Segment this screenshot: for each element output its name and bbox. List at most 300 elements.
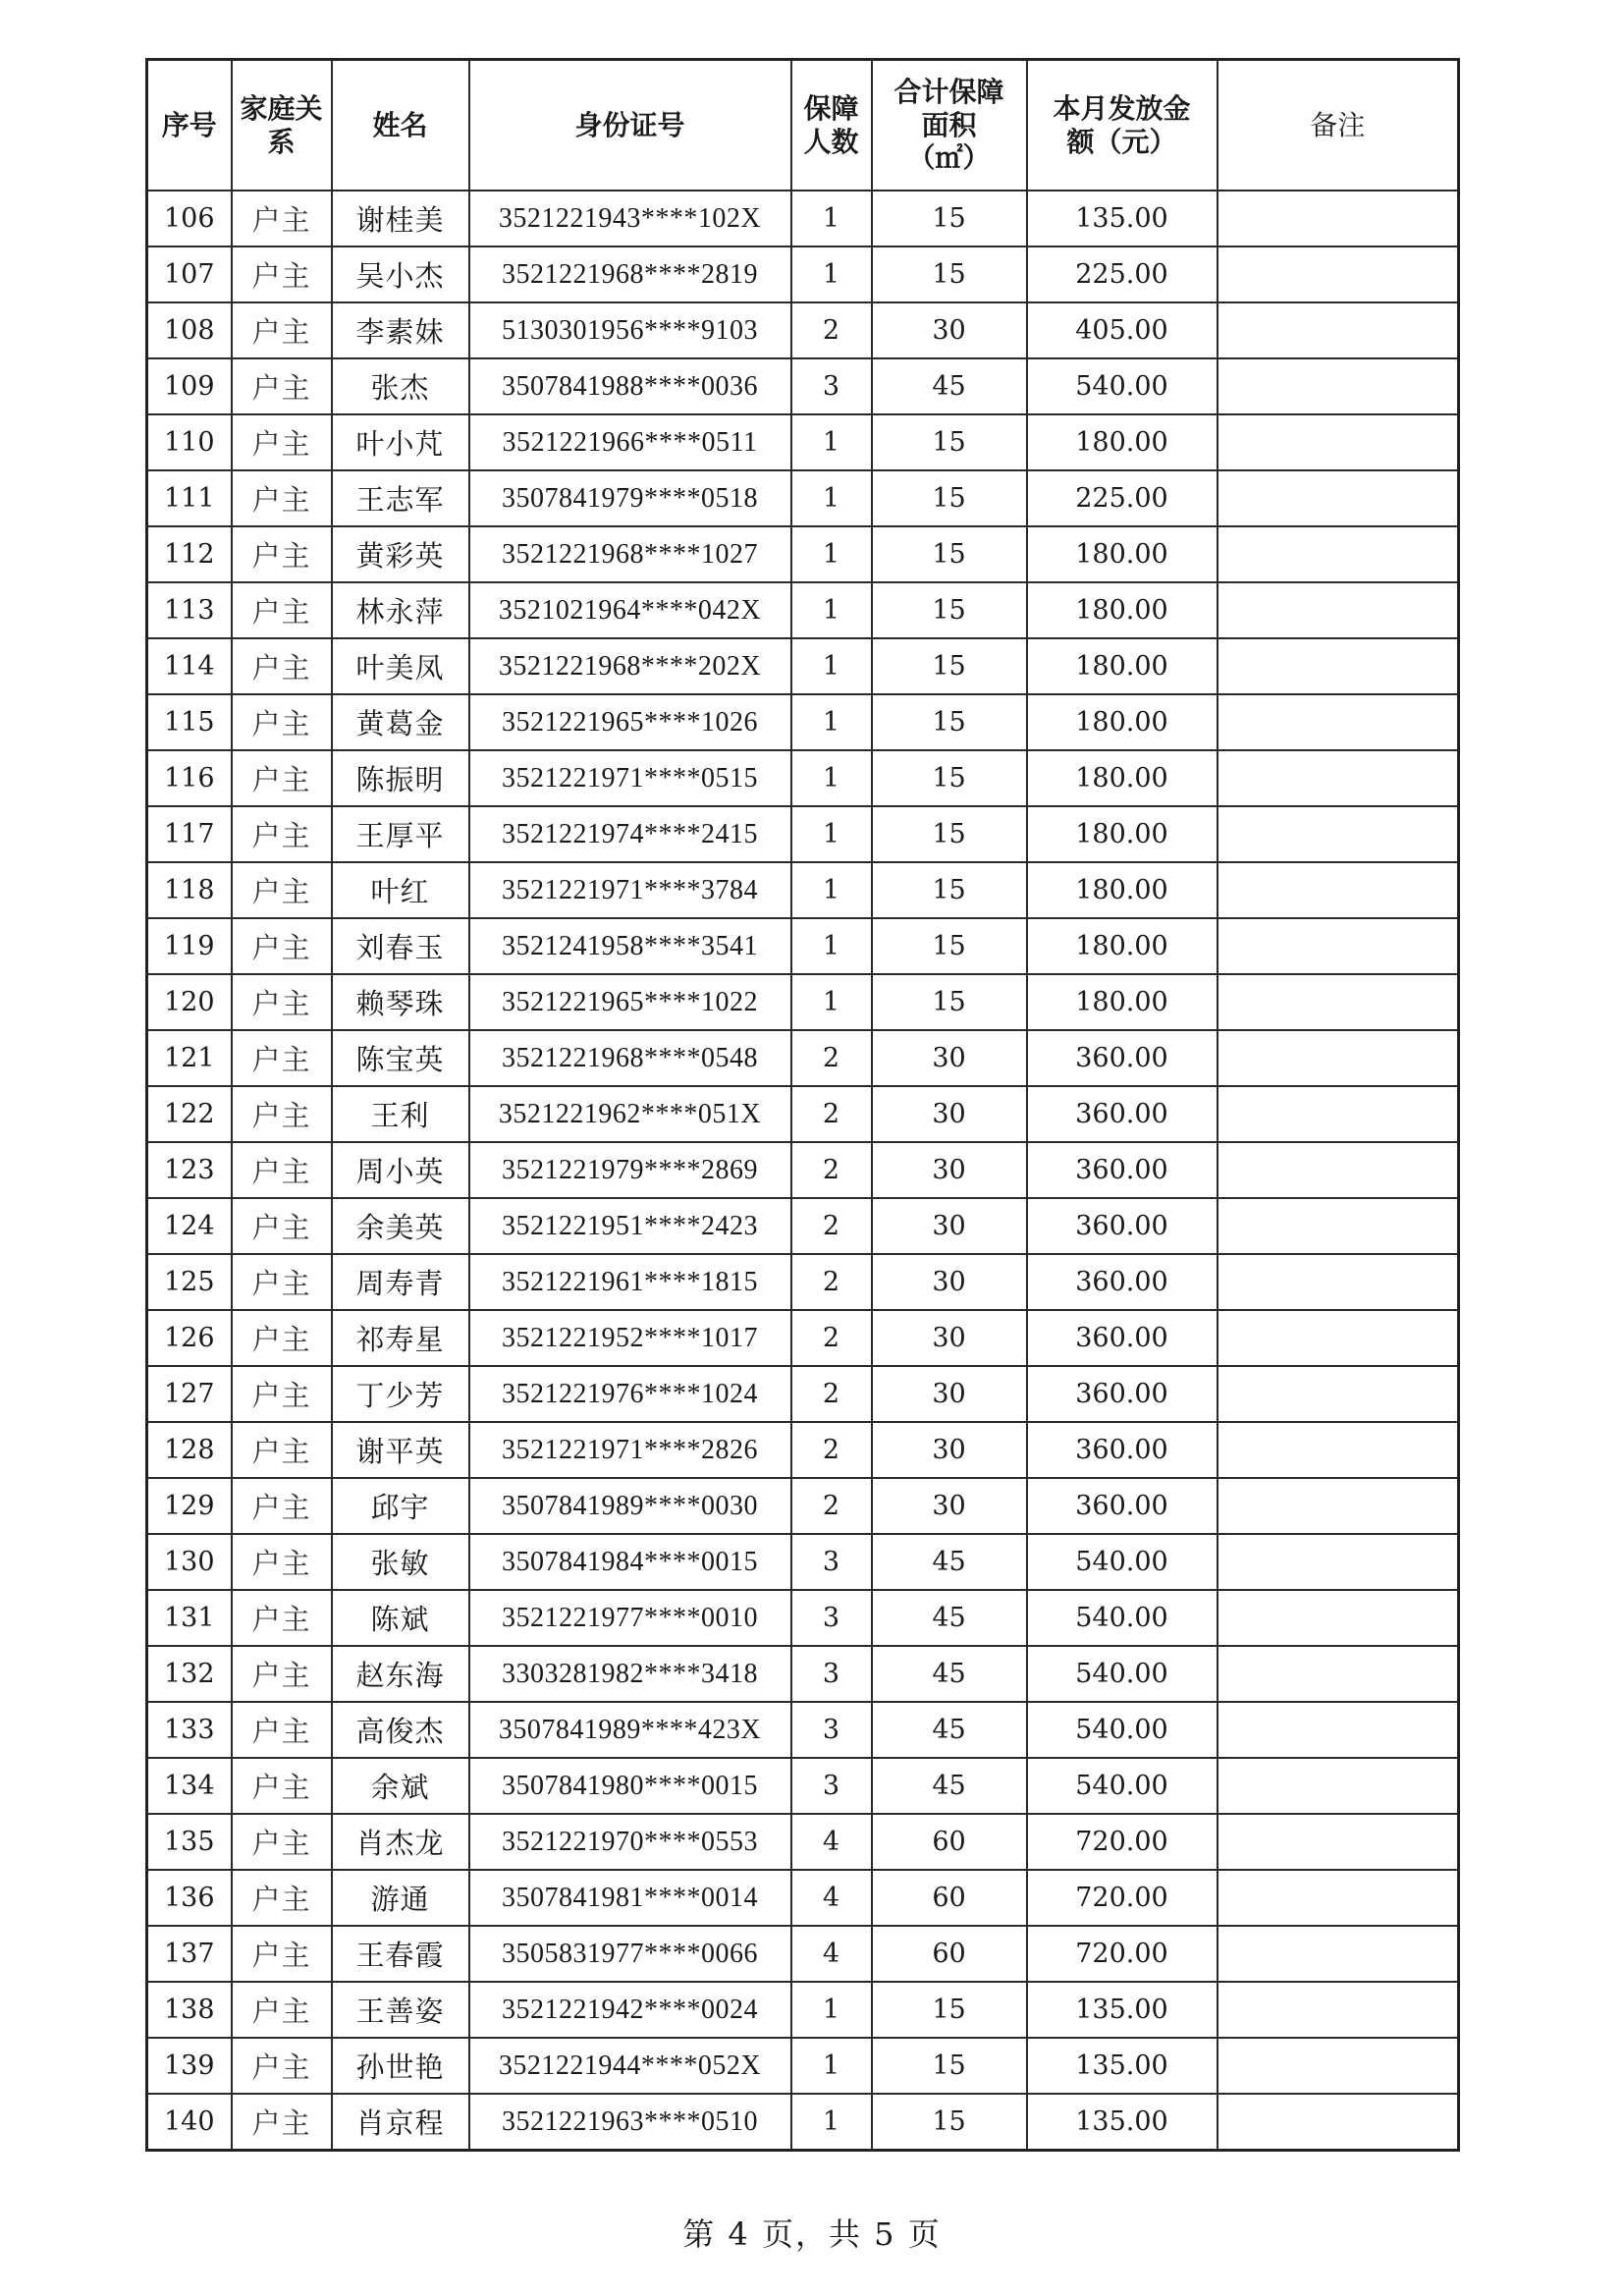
amount-cell: 180.00 (1027, 862, 1218, 918)
persons-cell: 1 (791, 191, 872, 246)
id-number-cell: 3521221962****051X (469, 1086, 791, 1142)
id-number-cell: 3521221979****2869 (469, 1142, 791, 1198)
name-cell: 赖琴珠 (332, 974, 469, 1030)
remark-cell (1218, 974, 1459, 1030)
amount-cell: 360.00 (1027, 1198, 1218, 1254)
name-cell: 王厚平 (332, 806, 469, 862)
amount-cell: 360.00 (1027, 1478, 1218, 1534)
name-cell: 刘春玉 (332, 918, 469, 974)
name-cell: 余斌 (332, 1758, 469, 1814)
header-id-number: 身份证号 (469, 60, 791, 191)
relation-cell: 户主 (232, 582, 332, 638)
remark-cell (1218, 750, 1459, 806)
seq-cell: 128 (147, 1422, 232, 1478)
relation-cell: 户主 (232, 414, 332, 470)
persons-cell: 2 (791, 1254, 872, 1310)
amount-cell: 180.00 (1027, 414, 1218, 470)
remark-cell (1218, 638, 1459, 694)
table-row (147, 2094, 1459, 2151)
remark-cell (1218, 526, 1459, 582)
name-cell: 余美英 (332, 1198, 469, 1254)
table-row (147, 470, 1459, 526)
id-number-cell: 3521221968****202X (469, 638, 791, 694)
seq-cell: 129 (147, 1478, 232, 1534)
amount-cell: 360.00 (1027, 1086, 1218, 1142)
area-cell: 15 (872, 2038, 1027, 2094)
remark-cell (1218, 1646, 1459, 1702)
seq-cell: 107 (147, 246, 232, 302)
area-cell: 60 (872, 1870, 1027, 1926)
persons-cell: 1 (791, 750, 872, 806)
persons-cell: 2 (791, 1030, 872, 1086)
id-number-cell: 3507841989****0030 (469, 1478, 791, 1534)
amount-cell: 180.00 (1027, 918, 1218, 974)
table-row (147, 1422, 1459, 1478)
name-cell: 吴小杰 (332, 246, 469, 302)
persons-cell: 1 (791, 2094, 872, 2151)
persons-cell: 4 (791, 1814, 872, 1870)
seq-cell: 134 (147, 1758, 232, 1814)
id-number-cell: 3521021964****042X (469, 582, 791, 638)
table-row (147, 750, 1459, 806)
area-cell: 45 (872, 1646, 1027, 1702)
id-number-cell: 3521221971****3784 (469, 862, 791, 918)
remark-cell (1218, 1366, 1459, 1422)
persons-cell: 1 (791, 638, 872, 694)
name-cell: 李素妹 (332, 302, 469, 358)
area-cell: 15 (872, 191, 1027, 246)
area-cell: 30 (872, 1310, 1027, 1366)
persons-cell: 1 (791, 526, 872, 582)
relation-cell: 户主 (232, 1366, 332, 1422)
header-seq: 序号 (147, 60, 232, 191)
seq-cell: 121 (147, 1030, 232, 1086)
seq-cell: 115 (147, 694, 232, 750)
header-persons: 保障人数 (791, 60, 872, 191)
table-row (147, 1534, 1459, 1590)
relation-cell: 户主 (232, 470, 332, 526)
amount-cell: 180.00 (1027, 694, 1218, 750)
id-number-cell: 3521221977****0010 (469, 1590, 791, 1646)
table-row (147, 1758, 1459, 1814)
seq-cell: 122 (147, 1086, 232, 1142)
relation-cell: 户主 (232, 1254, 332, 1310)
seq-cell: 133 (147, 1702, 232, 1758)
relation-cell: 户主 (232, 918, 332, 974)
area-cell: 15 (872, 918, 1027, 974)
persons-cell: 4 (791, 1870, 872, 1926)
id-number-cell: 3521221942****0024 (469, 1982, 791, 2038)
seq-cell: 117 (147, 806, 232, 862)
relation-cell: 户主 (232, 1814, 332, 1870)
amount-cell: 360.00 (1027, 1366, 1218, 1422)
amount-cell: 180.00 (1027, 806, 1218, 862)
persons-cell: 2 (791, 1478, 872, 1534)
area-cell: 30 (872, 1142, 1027, 1198)
area-cell: 15 (872, 806, 1027, 862)
seq-cell: 111 (147, 470, 232, 526)
seq-cell: 139 (147, 2038, 232, 2094)
relation-cell: 户主 (232, 1422, 332, 1478)
relation-cell: 户主 (232, 1142, 332, 1198)
name-cell: 叶红 (332, 862, 469, 918)
seq-cell: 136 (147, 1870, 232, 1926)
seq-cell: 114 (147, 638, 232, 694)
table-row (147, 246, 1459, 302)
relation-cell: 户主 (232, 1478, 332, 1534)
id-number-cell: 3521221943****102X (469, 191, 791, 246)
relation-cell: 户主 (232, 302, 332, 358)
name-cell: 陈宝英 (332, 1030, 469, 1086)
area-cell: 15 (872, 414, 1027, 470)
table-row (147, 526, 1459, 582)
area-cell: 45 (872, 1702, 1027, 1758)
seq-cell: 135 (147, 1814, 232, 1870)
relation-cell: 户主 (232, 974, 332, 1030)
id-number-cell: 3521221974****2415 (469, 806, 791, 862)
table-row (147, 1478, 1459, 1534)
id-number-cell: 3521221968****1027 (469, 526, 791, 582)
name-cell: 陈振明 (332, 750, 469, 806)
amount-cell: 135.00 (1027, 2094, 1218, 2151)
name-cell: 叶小芃 (332, 414, 469, 470)
table-row (147, 918, 1459, 974)
header-relation: 家庭关系 (232, 60, 332, 191)
name-cell: 张杰 (332, 358, 469, 414)
remark-cell (1218, 1590, 1459, 1646)
seq-cell: 106 (147, 191, 232, 246)
id-number-cell: 3521221952****1017 (469, 1310, 791, 1366)
name-cell: 黄彩英 (332, 526, 469, 582)
relation-cell: 户主 (232, 1030, 332, 1086)
relation-cell: 户主 (232, 1198, 332, 1254)
id-number-cell: 3521221971****0515 (469, 750, 791, 806)
seq-cell: 120 (147, 974, 232, 1030)
persons-cell: 1 (791, 2038, 872, 2094)
name-cell: 王志军 (332, 470, 469, 526)
relation-cell: 户主 (232, 1310, 332, 1366)
id-number-cell: 3521221966****0511 (469, 414, 791, 470)
seq-cell: 138 (147, 1982, 232, 2038)
id-number-cell: 3507841989****423X (469, 1702, 791, 1758)
persons-cell: 1 (791, 414, 872, 470)
remark-cell (1218, 1142, 1459, 1198)
persons-cell: 1 (791, 974, 872, 1030)
table-row (147, 302, 1459, 358)
id-number-cell: 3521221965****1022 (469, 974, 791, 1030)
name-cell: 林永萍 (332, 582, 469, 638)
persons-cell: 2 (791, 302, 872, 358)
table-row (147, 694, 1459, 750)
area-cell: 30 (872, 1254, 1027, 1310)
persons-cell: 1 (791, 694, 872, 750)
persons-cell: 2 (791, 1310, 872, 1366)
area-cell: 30 (872, 1478, 1027, 1534)
table-row (147, 1702, 1459, 1758)
table-row (147, 638, 1459, 694)
seq-cell: 113 (147, 582, 232, 638)
relation-cell: 户主 (232, 694, 332, 750)
remark-cell (1218, 1198, 1459, 1254)
remark-cell (1218, 1926, 1459, 1982)
amount-cell: 720.00 (1027, 1926, 1218, 1982)
seq-cell: 131 (147, 1590, 232, 1646)
persons-cell: 3 (791, 1758, 872, 1814)
persons-cell: 1 (791, 862, 872, 918)
persons-cell: 2 (791, 1086, 872, 1142)
id-number-cell: 3521221965****1026 (469, 694, 791, 750)
seq-cell: 126 (147, 1310, 232, 1366)
persons-cell: 3 (791, 1534, 872, 1590)
remark-cell (1218, 694, 1459, 750)
name-cell: 周小英 (332, 1142, 469, 1198)
table-body (147, 191, 1459, 2151)
table-row (147, 1814, 1459, 1870)
table-row (147, 1646, 1459, 1702)
persons-cell: 1 (791, 470, 872, 526)
name-cell: 王善姿 (332, 1982, 469, 2038)
relation-cell: 户主 (232, 1702, 332, 1758)
area-cell: 60 (872, 1814, 1027, 1870)
id-number-cell: 3507841981****0014 (469, 1870, 791, 1926)
header-row (147, 60, 1459, 191)
amount-cell: 225.00 (1027, 470, 1218, 526)
name-cell: 祁寿星 (332, 1310, 469, 1366)
table-row (147, 1310, 1459, 1366)
relation-cell: 户主 (232, 1982, 332, 2038)
name-cell: 周寿青 (332, 1254, 469, 1310)
id-number-cell: 3521221963****0510 (469, 2094, 791, 2151)
area-cell: 30 (872, 1198, 1027, 1254)
area-cell: 15 (872, 862, 1027, 918)
area-cell: 15 (872, 526, 1027, 582)
remark-cell (1218, 1758, 1459, 1814)
remark-cell (1218, 1982, 1459, 2038)
remark-cell (1218, 246, 1459, 302)
table-row (147, 358, 1459, 414)
id-number-cell: 3507841979****0518 (469, 470, 791, 526)
header-area: 合计保障面积（㎡） (872, 60, 1027, 191)
amount-cell: 225.00 (1027, 246, 1218, 302)
remark-cell (1218, 191, 1459, 246)
table-header (147, 60, 1459, 191)
table-row (147, 191, 1459, 246)
relation-cell: 户主 (232, 1086, 332, 1142)
area-cell: 45 (872, 1534, 1027, 1590)
amount-cell: 360.00 (1027, 1422, 1218, 1478)
name-cell: 肖杰龙 (332, 1814, 469, 1870)
remark-cell (1218, 1422, 1459, 1478)
seq-cell: 132 (147, 1646, 232, 1702)
relation-cell: 户主 (232, 1590, 332, 1646)
table-row (147, 974, 1459, 1030)
seq-cell: 110 (147, 414, 232, 470)
area-cell: 15 (872, 974, 1027, 1030)
id-number-cell: 5130301956****9103 (469, 302, 791, 358)
amount-cell: 135.00 (1027, 191, 1218, 246)
persons-cell: 3 (791, 358, 872, 414)
name-cell: 张敏 (332, 1534, 469, 1590)
seq-cell: 116 (147, 750, 232, 806)
id-number-cell: 3521221951****2423 (469, 1198, 791, 1254)
relation-cell: 户主 (232, 246, 332, 302)
remark-cell (1218, 1534, 1459, 1590)
guarantee-roster-table (145, 58, 1460, 2152)
area-cell: 15 (872, 750, 1027, 806)
id-number-cell: 3521241958****3541 (469, 918, 791, 974)
persons-cell: 1 (791, 246, 872, 302)
name-cell: 孙世艳 (332, 2038, 469, 2094)
persons-cell: 1 (791, 806, 872, 862)
relation-cell: 户主 (232, 638, 332, 694)
table-row (147, 806, 1459, 862)
table-row (147, 2038, 1459, 2094)
seq-cell: 127 (147, 1366, 232, 1422)
table-row (147, 1086, 1459, 1142)
seq-cell: 109 (147, 358, 232, 414)
table-row (147, 1198, 1459, 1254)
table-row (147, 1926, 1459, 1982)
area-cell: 30 (872, 1086, 1027, 1142)
name-cell: 王利 (332, 1086, 469, 1142)
area-cell: 30 (872, 1366, 1027, 1422)
persons-cell: 2 (791, 1366, 872, 1422)
remark-cell (1218, 1254, 1459, 1310)
remark-cell (1218, 1478, 1459, 1534)
persons-cell: 2 (791, 1422, 872, 1478)
remark-cell (1218, 1086, 1459, 1142)
header-amount: 本月发放金额（元） (1027, 60, 1218, 191)
amount-cell: 540.00 (1027, 1702, 1218, 1758)
table-row (147, 414, 1459, 470)
amount-cell: 360.00 (1027, 1310, 1218, 1366)
relation-cell: 户主 (232, 2038, 332, 2094)
name-cell: 陈斌 (332, 1590, 469, 1646)
persons-cell: 2 (791, 1198, 872, 1254)
remark-cell (1218, 1030, 1459, 1086)
amount-cell: 180.00 (1027, 526, 1218, 582)
name-cell: 游通 (332, 1870, 469, 1926)
table-row (147, 1142, 1459, 1198)
name-cell: 谢桂美 (332, 191, 469, 246)
area-cell: 15 (872, 2094, 1027, 2151)
area-cell: 15 (872, 1982, 1027, 2038)
id-number-cell: 3521221944****052X (469, 2038, 791, 2094)
amount-cell: 540.00 (1027, 358, 1218, 414)
persons-cell: 1 (791, 1982, 872, 2038)
amount-cell: 360.00 (1027, 1142, 1218, 1198)
relation-cell: 户主 (232, 1758, 332, 1814)
page-indicator: 第 4 页，共 5 页 (682, 2215, 942, 2253)
table-row (147, 1982, 1459, 2038)
area-cell: 45 (872, 358, 1027, 414)
id-number-cell: 3521221971****2826 (469, 1422, 791, 1478)
id-number-cell: 3507841980****0015 (469, 1758, 791, 1814)
persons-cell: 2 (791, 1142, 872, 1198)
remark-cell (1218, 1702, 1459, 1758)
table-row (147, 1030, 1459, 1086)
seq-cell: 140 (147, 2094, 232, 2151)
relation-cell: 户主 (232, 1926, 332, 1982)
id-number-cell: 3505831977****0066 (469, 1926, 791, 1982)
id-number-cell: 3507841984****0015 (469, 1534, 791, 1590)
persons-cell: 4 (791, 1926, 872, 1982)
table-row (147, 1254, 1459, 1310)
seq-cell: 108 (147, 302, 232, 358)
seq-cell: 130 (147, 1534, 232, 1590)
id-number-cell: 3521221968****0548 (469, 1030, 791, 1086)
relation-cell: 户主 (232, 806, 332, 862)
amount-cell: 405.00 (1027, 302, 1218, 358)
remark-cell (1218, 1814, 1459, 1870)
remark-cell (1218, 2094, 1459, 2151)
area-cell: 60 (872, 1926, 1027, 1982)
amount-cell: 360.00 (1027, 1030, 1218, 1086)
name-cell: 邱宇 (332, 1478, 469, 1534)
persons-cell: 3 (791, 1590, 872, 1646)
area-cell: 15 (872, 470, 1027, 526)
relation-cell: 户主 (232, 2094, 332, 2151)
id-number-cell: 3521221970****0553 (469, 1814, 791, 1870)
area-cell: 45 (872, 1590, 1027, 1646)
amount-cell: 540.00 (1027, 1646, 1218, 1702)
header-name: 姓名 (332, 60, 469, 191)
remark-cell (1218, 414, 1459, 470)
relation-cell: 户主 (232, 750, 332, 806)
relation-cell: 户主 (232, 862, 332, 918)
name-cell: 王春霞 (332, 1926, 469, 1982)
id-number-cell: 3507841988****0036 (469, 358, 791, 414)
relation-cell: 户主 (232, 1646, 332, 1702)
table-row (147, 582, 1459, 638)
relation-cell: 户主 (232, 191, 332, 246)
name-cell: 谢平英 (332, 1422, 469, 1478)
remark-cell (1218, 1310, 1459, 1366)
table-row (147, 862, 1459, 918)
relation-cell: 户主 (232, 1534, 332, 1590)
remark-cell (1218, 582, 1459, 638)
area-cell: 15 (872, 582, 1027, 638)
area-cell: 15 (872, 694, 1027, 750)
persons-cell: 1 (791, 918, 872, 974)
amount-cell: 135.00 (1027, 1982, 1218, 2038)
id-number-cell: 3303281982****3418 (469, 1646, 791, 1702)
table-row (147, 1590, 1459, 1646)
amount-cell: 540.00 (1027, 1590, 1218, 1646)
id-number-cell: 3521221968****2819 (469, 246, 791, 302)
name-cell: 赵东海 (332, 1646, 469, 1702)
amount-cell: 180.00 (1027, 638, 1218, 694)
amount-cell: 720.00 (1027, 1870, 1218, 1926)
seq-cell: 112 (147, 526, 232, 582)
remark-cell (1218, 1870, 1459, 1926)
area-cell: 30 (872, 302, 1027, 358)
amount-cell: 180.00 (1027, 750, 1218, 806)
name-cell: 黄葛金 (332, 694, 469, 750)
seq-cell: 124 (147, 1198, 232, 1254)
remark-cell (1218, 470, 1459, 526)
seq-cell: 123 (147, 1142, 232, 1198)
header-remark: 备注 (1218, 60, 1459, 191)
remark-cell (1218, 918, 1459, 974)
amount-cell: 540.00 (1027, 1534, 1218, 1590)
relation-cell: 户主 (232, 358, 332, 414)
name-cell: 叶美凤 (332, 638, 469, 694)
remark-cell (1218, 358, 1459, 414)
id-number-cell: 3521221976****1024 (469, 1366, 791, 1422)
seq-cell: 119 (147, 918, 232, 974)
area-cell: 45 (872, 1758, 1027, 1814)
